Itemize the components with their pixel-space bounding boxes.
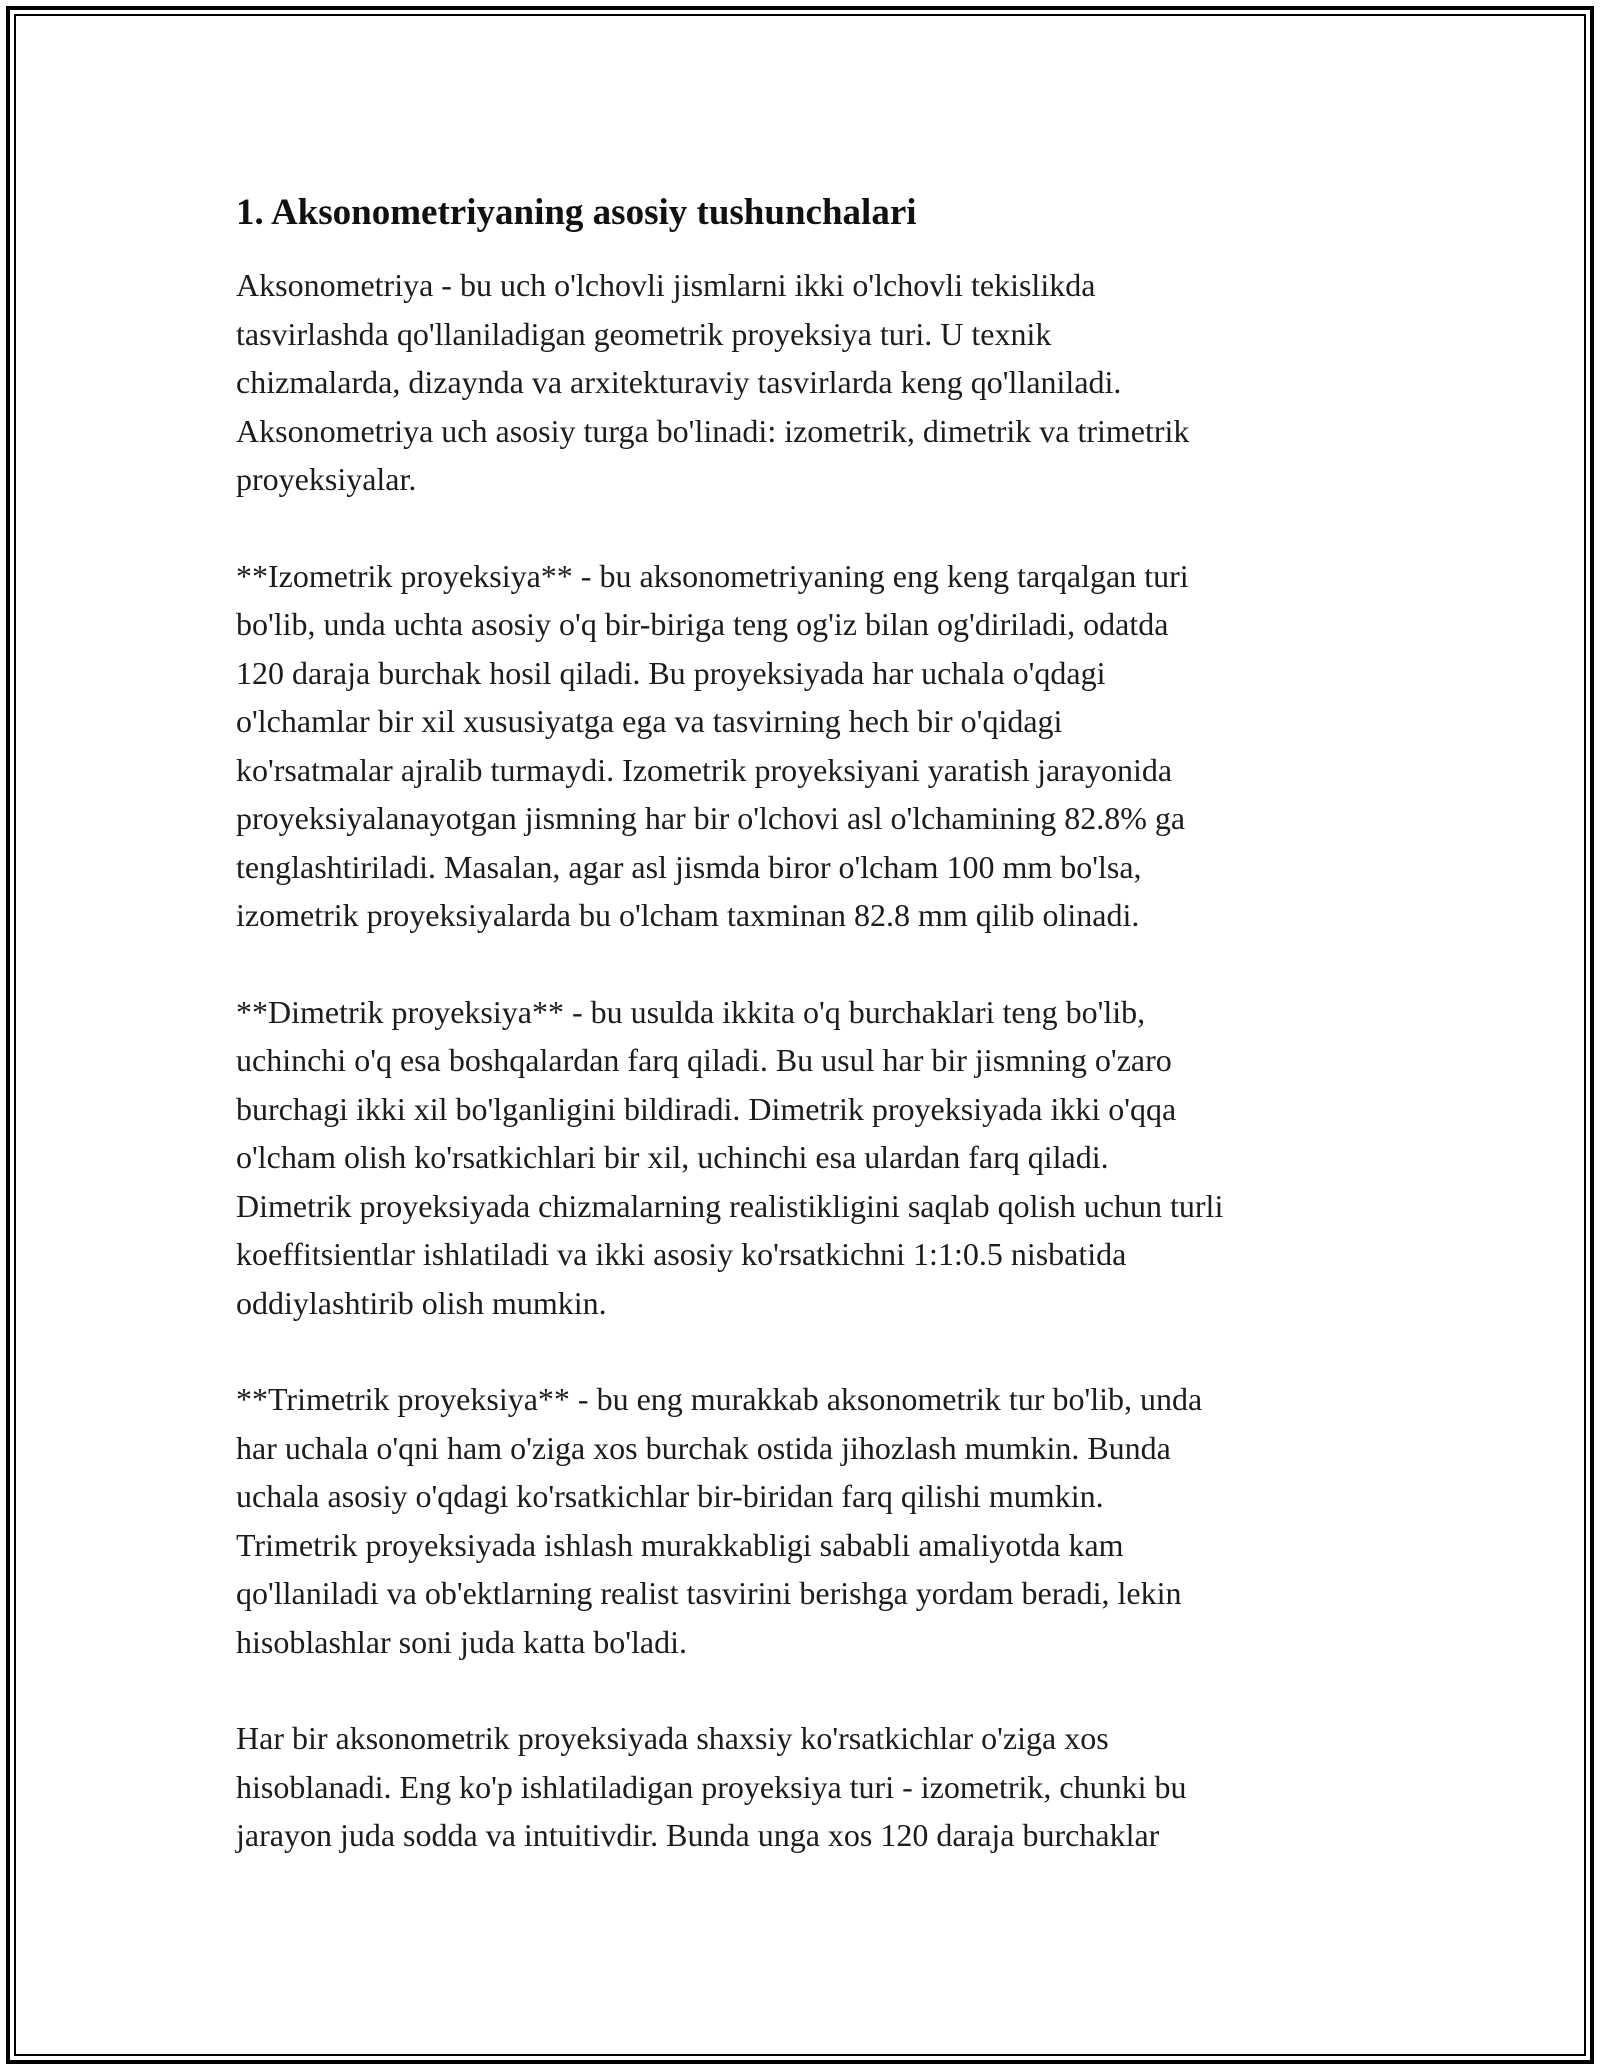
text-line: **Dimetrik proyeksiya** - bu usulda ikkita o'q burchaklari teng bo'lib, <box>236 993 1146 1030</box>
text-line: koeffitsientlar ishlatiladi va ikki asosiy ko'rsatkichni 1:1:0.5 nisbatida <box>236 1236 1127 1272</box>
text-line: hisoblanadi. Eng ko'p ishlatiladigan proyeksiya turi - izometrik, chunki bu <box>236 1768 1187 1805</box>
text-line: uchala asosiy o'qdagi ko'rsatkichlar bir-biridan farq qilishi mumkin. <box>236 1478 1104 1514</box>
text-line: har uchala o'qni ham o'ziga xos burchak ostida jihozlash mumkin. Bunda <box>236 1429 1171 1466</box>
text-line: oddiylashtirib olish mumkin. <box>236 1284 607 1321</box>
text-line: Har bir aksonometrik proyeksiyada shaxsiy ko'rsatkichlar o'ziga xos <box>236 1720 1109 1756</box>
text-line: proyeksiyalar. <box>236 461 417 497</box>
paragraph-dimetric <box>236 988 1374 1328</box>
text-line: Aksonometriya - bu uch o'lchovli jismlarni ikki o'lchovli tekislikda <box>236 267 1096 303</box>
text-line: Aksonometriya uch asosiy turga bo'linadi: izometrik, dimetrik va trimetrik <box>236 412 1190 449</box>
text-line: tasvirlashda qo'llaniladigan geometrik proyeksiya turi. U texnik <box>236 315 1052 352</box>
paragraph-trimetric <box>236 1375 1374 1666</box>
paragraph-intro <box>236 261 1374 504</box>
text-line: chizmalarda, dizaynda va arxitekturaviy tasvirlarda keng qo'llaniladi. <box>236 364 1122 400</box>
text-line: o'lcham olish ko'rsatkichlari bir xil, uchinchi esa ulardan farq qiladi. <box>236 1139 1109 1175</box>
text-line: o'lchamlar bir xil xususiyatga ega va tasvirning hech bir o'qidagi <box>236 703 1063 739</box>
text-line: hisoblashlar soni juda katta bo'ladi. <box>236 1623 688 1660</box>
paragraph-isometric <box>236 552 1374 940</box>
text-line: proyeksiyalanayotgan jismning har bir o'lchovi asl o'lchamining 82.8% ga <box>236 800 1186 836</box>
text-line: bo'lib, unda uchta asosiy o'q bir-biriga teng og'iz bilan og'diriladi, odatda <box>236 606 1169 642</box>
text-line: tenglashtiriladi. Masalan, agar asl jismda biror o'lcham 100 mm bo'lsa, <box>236 848 1142 885</box>
text-line: jarayon juda sodda va intuitivdir. Bunda unga xos 120 daraja burchaklar <box>236 1817 1160 1853</box>
text-line: Trimetrik proyeksiyada ishlash murakkabligi sababli amaliyotda kam <box>236 1526 1124 1563</box>
paragraph-summary <box>236 1714 1374 1860</box>
text-line: **Izometrik proyeksiya** - bu aksonometriyaning eng keng tarqalgan turi <box>236 557 1189 594</box>
text-line: 120 daraja burchak hosil qiladi. Bu proyeksiyada har uchala o'qdagi <box>236 654 1106 691</box>
document-body <box>236 183 1374 1908</box>
text-line: Dimetrik proyeksiyada chizmalarning realistikligini saqlab qolish uchun turli <box>236 1187 1224 1224</box>
text-line: izometrik proyeksiyalarda bu o'lcham taxminan 82.8 mm qilib olinadi. <box>236 897 1140 933</box>
text-line: qo'llaniladi va ob'ektlarning realist tasvirini berishga yordam beradi, lekin <box>236 1575 1182 1611</box>
section-heading: 1. Aksonometriyaning asosiy tushunchalari <box>236 192 917 233</box>
text-line: ko'rsatmalar ajralib turmaydi. Izometrik proyeksiyani yaratish jarayonida <box>236 751 1173 788</box>
text-line: uchinchi o'q esa boshqalardan farq qiladi. Bu usul har bir jismning o'zaro <box>236 1042 1172 1078</box>
text-line: **Trimetrik proyeksiya** - bu eng murakkab aksonometrik tur bo'lib, unda <box>236 1381 1203 1417</box>
text-line: burchagi ikki xil bo'lganligini bildiradi. Dimetrik proyeksiyada ikki o'qqa <box>236 1090 1177 1127</box>
